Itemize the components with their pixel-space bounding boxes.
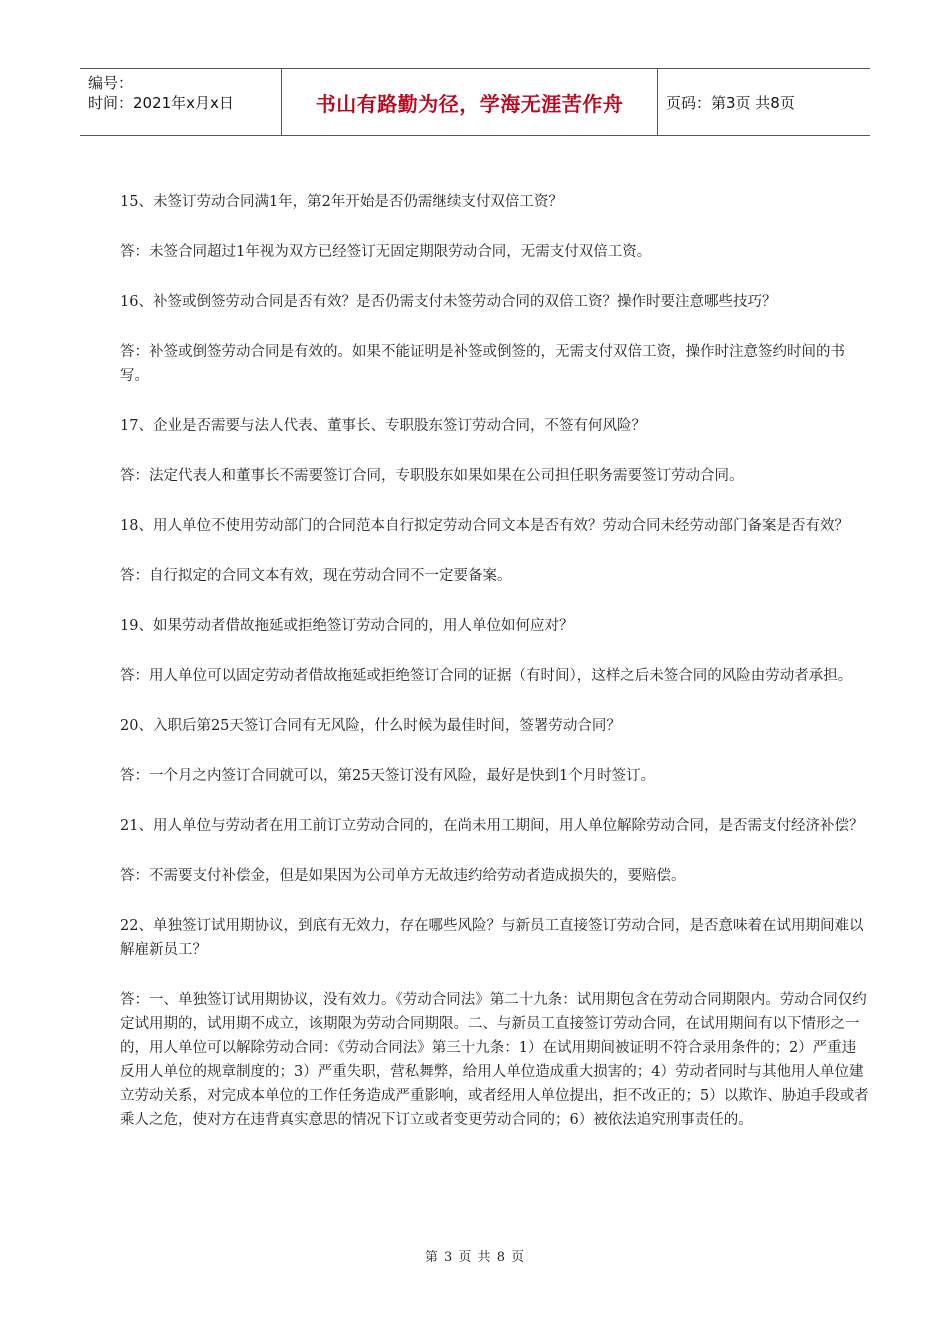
answer-17: 答：法定代表人和董事长不需要签订合同，专职股东如果如果在公司担任职务需要签订劳动合同。 <box>120 468 744 484</box>
answer-18: 答：自行拟定的合同文本有效，现在劳动合同不一定要备案。 <box>120 568 512 584</box>
header-page-info: 页码：第3页 共8页 <box>666 93 795 112</box>
answer-20: 答：一个月之内签订合同就可以，第25天签订没有风险，最好是快到1个月时签订。 <box>120 768 656 784</box>
header-left-cell <box>80 69 282 135</box>
question-17: 17、企业是否需要与法人代表、董事长、专职股东签订劳动合同，不签有何风险？ <box>120 418 646 434</box>
question-18: 18、用人单位不使用劳动部门的合同范本自行拟定劳动合同文本是否有效？劳动合同未经劳动部门备案是否有效？ <box>120 518 849 534</box>
answer-22: 答：一、单独签订试用期协议，没有效力。《劳动合同法》第二十九条：试用期包含在劳动合同期限内。劳动合同仅约定试用期的，试用期不成立，该期限为劳动合同期限。二、与新员工直接签订劳动合同，在试用期间有以下情形之一的，用人单位可以解除劳动合同：《劳动合同法》第三十九条：1）在试用期间被证明不符合录用条件的；2）严重违反用人单位的规章制度的；3）严重失职，营私舞弊，给用人单位造成重大损害的；4）劳动者同时与其他用人单位建立劳动关系，对完成本单位的工作任务造成严重影响，或者经用人单位提出，拒不改正的；5）以欺诈、胁迫手段或者乘人之危，使对方在违背真实意思的情况下订立或者变更劳动合同的；6）被依法追究刑事责任的。 <box>120 992 869 1128</box>
question-21: 21、用人单位与劳动者在用工前订立劳动合同的，在尚未用工期间，用人单位解除劳动合同，是否需支付经济补偿？ <box>120 818 864 834</box>
document-body <box>120 190 870 1132</box>
answer-15: 答：未签合同超过1年视为双方已经签订无固定期限劳动合同，无需支付双倍工资。 <box>120 244 652 260</box>
header-motto: 书山有路勤为径，学海无涯苦作舟 <box>282 69 658 135</box>
question-15: 15、未签订劳动合同满1年，第2年开始是否仍需继续支付双倍工资？ <box>120 194 563 210</box>
answer-16: 答：补签或倒签劳动合同是有效的。如果不能证明是补签或倒签的，无需支付双倍工资，操作时注意签约时间的书写。 <box>120 344 845 384</box>
header-table <box>80 68 870 136</box>
page-footer: 第 3 页 共 8 页 <box>424 1250 526 1265</box>
answer-21: 答：不需要支付补偿金，但是如果因为公司单方无故违约给劳动者造成损失的，要赔偿。 <box>120 868 686 884</box>
question-19: 19、如果劳动者借故拖延或拒绝签订劳动合同的，用人单位如何应对？ <box>120 618 574 634</box>
question-22: 22、单独签订试用期协议，到底有无效力，存在哪些风险？与新员工直接签订劳动合同，是否意味着在试用期间难以解雇新员工？ <box>120 918 864 958</box>
document-number-label: 编号： <box>88 74 134 92</box>
answer-19: 答：用人单位可以固定劳动者借故拖延或拒绝签订合同的证据（有时间），这样之后未签合同的风险由劳动者承担。 <box>120 668 853 684</box>
question-20: 20、入职后第25天签订合同有无风险，什么时候为最佳时间，签署劳动合同？ <box>120 718 621 734</box>
question-16: 16、补签或倒签劳动合同是否有效？是否仍需支付未签劳动合同的双倍工资？操作时要注意哪些技巧？ <box>120 294 777 310</box>
document-date: 时间：2021年x月x日 <box>88 94 234 112</box>
